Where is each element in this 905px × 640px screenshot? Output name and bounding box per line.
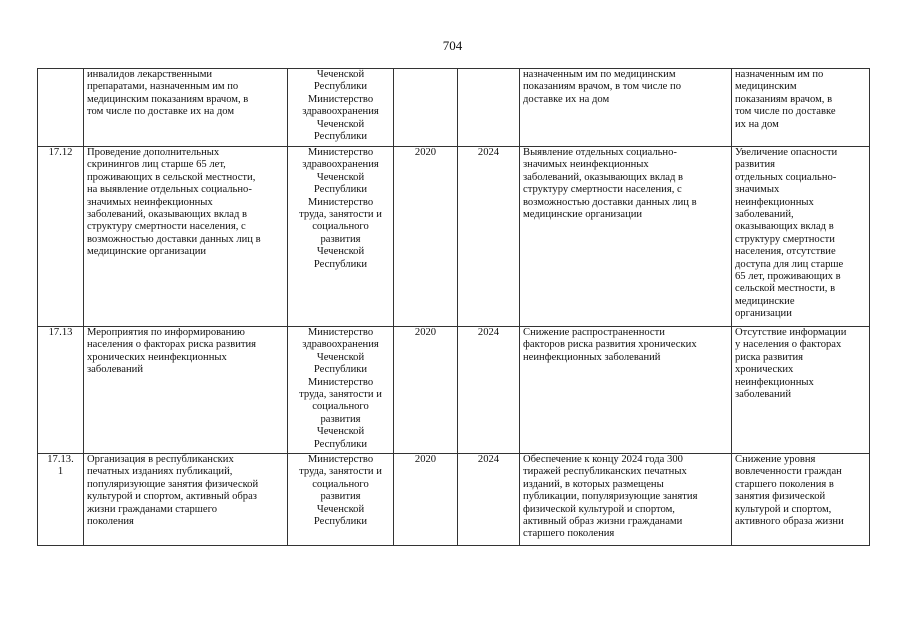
- result-cell: Снижение распространенности факторов риска развития хронических неинфекционных заболеваний: [520, 327, 732, 454]
- row-number: 17.12: [38, 147, 84, 327]
- result-cell: назначенным им по медицинским показаниям врачом, в том числе по доставке их на дом: [520, 69, 732, 147]
- end-year-cell: [458, 69, 520, 147]
- table-row: [38, 454, 870, 546]
- result-cell: Выявление отдельных социально- значимых неинфекционных заболеваний, оказывающих вклад в структуру смертности населения, с возможностью доставки данных лиц в медицинские организации: [520, 147, 732, 327]
- measure-cell: Организация в республиканских печатных изданиях публикаций, популяризующие занятия физической культурой и спортом, активный образ жизни гражданами старшего поколения: [84, 454, 288, 546]
- end-year-cell: 2024: [458, 327, 520, 454]
- start-year-cell: [394, 69, 458, 147]
- measure-cell: Мероприятия по информированию населения о факторах риска развития хронических неинфекционных заболеваний: [84, 327, 288, 454]
- page-number: 704: [442, 38, 463, 53]
- measure-cell: инвалидов лекарственными препаратами, назначенным им по медицинским показаниям врачом, в том числе по доставке их на дом: [84, 69, 288, 147]
- start-year-cell: 2020: [394, 327, 458, 454]
- consequence-cell: Отсутствие информации у населения о факторах риска развития хронических неинфекционных заболеваний: [732, 327, 870, 454]
- consequence-cell: назначенным им по медицинским показаниям врачом, в том числе по доставке их на дом: [732, 69, 870, 147]
- consequence-cell: Увеличение опасности развития отдельных социально- значимых неинфекционных заболеваний, оказывающих вклад в структуру смертности населения, отсутствие доступа для лиц старше 65 лет, проживающих в сельской местности, в медицинские организации: [732, 147, 870, 327]
- measures-table: [37, 68, 870, 546]
- measure-cell: Проведение дополнительных скринингов лиц старше 65 лет, проживающих в сельской местности, на выявление отдельных социально- значимых неинфекционных заболеваний, оказывающих вклад в структуру смертности населения, с возможностью доставки данных лиц в медицинские организации: [84, 147, 288, 327]
- table-row: [38, 69, 870, 147]
- start-year-cell: 2020: [394, 454, 458, 546]
- end-year-cell: 2024: [458, 147, 520, 327]
- table-row: [38, 327, 870, 454]
- executor-cell: Министерство труда, занятости и социального развития Чеченской Республики: [288, 454, 394, 546]
- executor-cell: Чеченской Республики Министерство здравоохранения Чеченской Республики: [288, 69, 394, 147]
- result-cell: Обеспечение к концу 2024 года 300 тиражей республиканских печатных изданий, в которых размещены публикации, популяризующие занятия физической культурой и спортом, активный образ жизни гражданами старшего поколения: [520, 454, 732, 546]
- executor-cell: Министерство здравоохранения Чеченской Республики Министерство труда, занятости и социального развития Чеченской Республики: [288, 147, 394, 327]
- start-year-cell: 2020: [394, 147, 458, 327]
- executor-cell: Министерство здравоохранения Чеченской Республики Министерство труда, занятости и социального развития Чеченской Республики: [288, 327, 394, 454]
- row-number: 17.13. 1: [38, 454, 84, 546]
- row-number: [38, 69, 84, 147]
- consequence-cell: Снижение уровня вовлеченности граждан старшего поколения в занятия физической культурой и спортом, активного образа жизни: [732, 454, 870, 546]
- row-number: 17.13: [38, 327, 84, 454]
- table-row: [38, 147, 870, 327]
- end-year-cell: 2024: [458, 454, 520, 546]
